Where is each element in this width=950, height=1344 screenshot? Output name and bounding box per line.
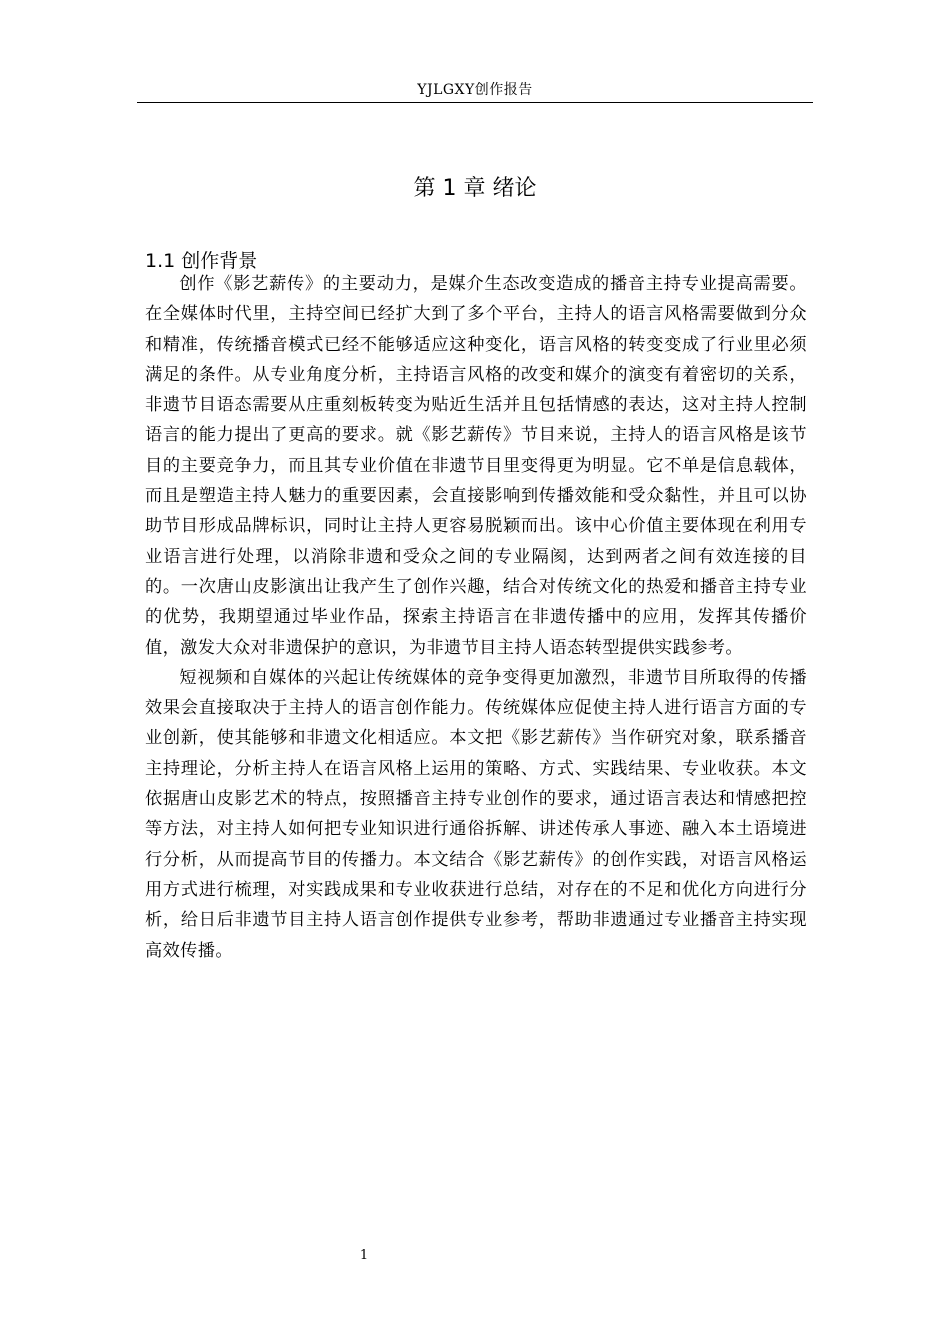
paragraph: 短视频和自媒体的兴起让传统媒体的竞争变得更加激烈，非遗节目所取得的传播效果会直接取决于主持人的语言创作能力。传统媒体应促使主持人进行语言方面的专业创新，使其能够和非遗文化相适应。本文把《影艺薪传》当作研究对象，联系播音主持理论，分析主持人在语言风格上运用的策略、方式、实践结果、专业收获。本文依据唐山皮影艺术的特点，按照播音主持专业创作的要求，通过语言表达和情感把控等方法，对主持人如何把专业知识进行通俗拆解、讲述传承人事迹、融入本土语境进行分析，从而提高节目的传播力。本文结合《影艺薪传》的创作实践，对语言风格运用方式进行梳理，对实践成果和专业收获进行总结，对存在的不足和优化方向进行分析，给日后非遗节目主持人语言创作提供专业参考，帮助非遗通过专业播音主持实现高效传播。 bbox=[145, 667, 807, 961]
section-heading: 1.1 创作背景 bbox=[145, 249, 258, 272]
paragraph: 创作《影艺薪传》的主要动力，是媒介生态改变造成的播音主持专业提高需要。在全媒体时代里，主持空间已经扩大到了多个平台，主持人的语言风格需要做到分众和精准，传统播音模式已经不能够适应这种变化，语言风格的转变变成了行业里必须满足的条件。从专业角度分析，主持语言风格的改变和媒介的演变有着密切的关系，非遗节目语态需要从庄重刻板转变为贴近生活并且包括情感的表达，这对主持人控制语言的能力提出了更高的要求。就《影艺薪传》节目来说，主持人的语言风格是该节目的主要竞争力，而且其专业价值在非遗节目里变得更为明显。它不单是信息载体，而且是塑造主持人魅力的重要因素，会直接影响到传播效能和受众黏性，并且可以协助节目形成品牌标识，同时让主持人更容易脱颖而出。该中心价值主要体现在利用专业语言进行处理，以消除非遗和受众之间的专业隔阂，达到两者之间有效连接的目的。一次唐山皮影演出让我产生了创作兴趣，结合对传统文化的热爱和播音主持专业的优势，我期望通过毕业作品，探索主持语言在非遗传播中的应用，发挥其传播价值，激发大众对非遗保护的意识，为非遗节目主持人语态转型提供实践参考。 bbox=[145, 274, 807, 658]
page-number: 1 bbox=[359, 1248, 369, 1263]
chapter-title: 第 1 章 绪论 bbox=[413, 175, 537, 201]
body-text bbox=[145, 269, 807, 966]
header-divider bbox=[137, 102, 813, 103]
running-header: YJLGXY创作报告 bbox=[417, 82, 533, 98]
